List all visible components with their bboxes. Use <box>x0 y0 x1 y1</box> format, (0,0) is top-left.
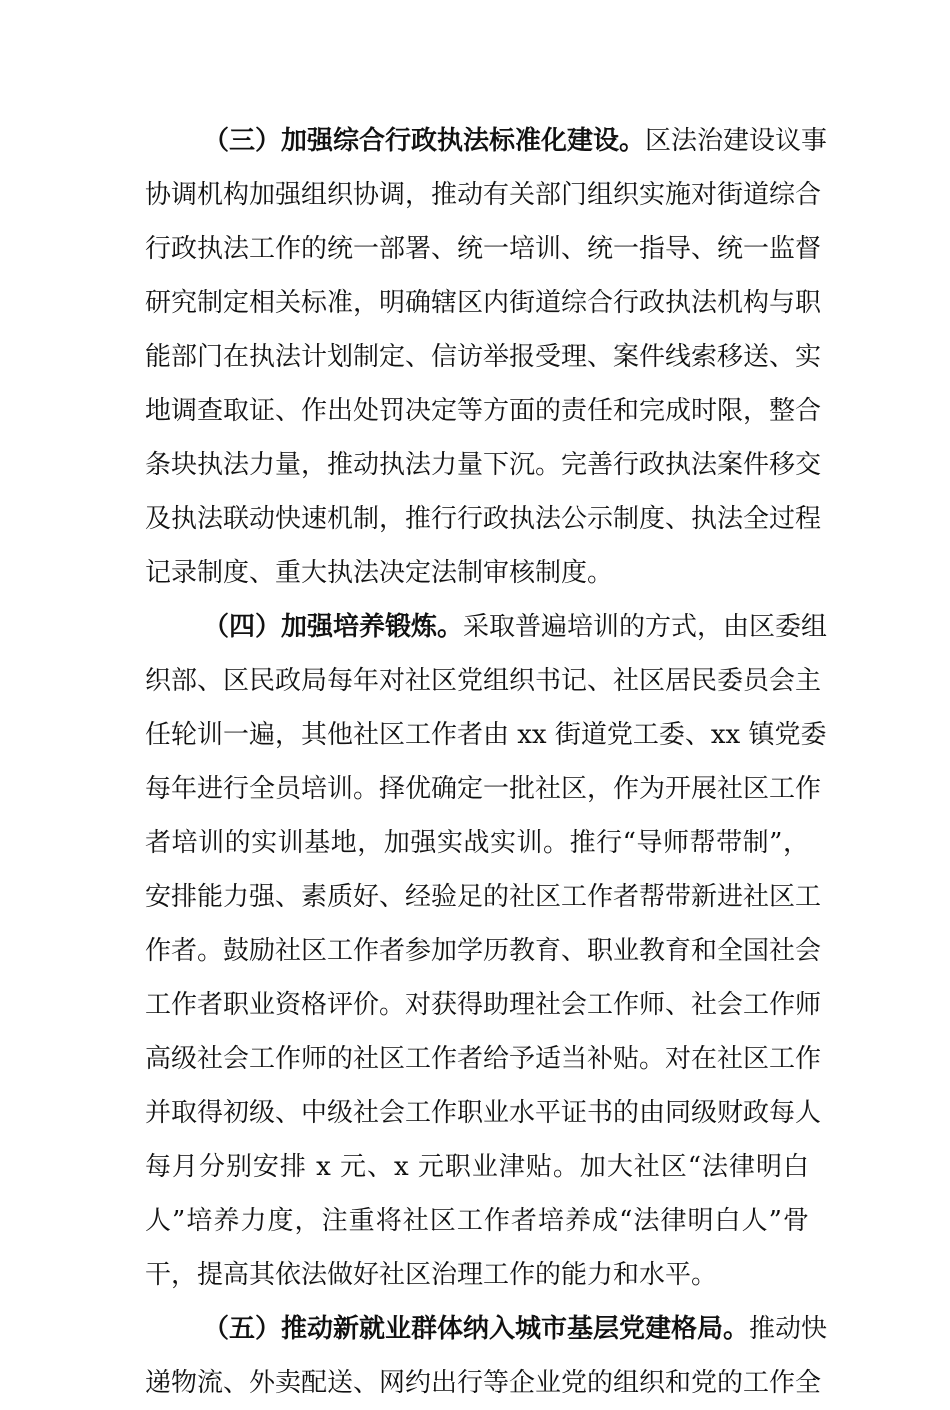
paragraph-4-line-8: 工作者职业资格评价。对获得助理社会工作师、社会工作师 <box>145 990 822 1020</box>
paragraph-3-line-6: 地调查取证、作出处罚决定等方面的责任和完成时限，整合 <box>145 396 822 426</box>
paragraph-4-line-6: 安排能力强、素质好、经验足的社区工作者帮带新进社区工 <box>145 882 822 912</box>
paragraph-4-line-2: 织部、区民政局每年对社区党组织书记、社区居民委员会主 <box>145 666 822 696</box>
paragraph-4-line-12: 人”培养力度，注重将社区工作者培养成“法律明白人”骨 <box>145 1206 809 1236</box>
paragraph-4-line-10: 并取得初级、中级社会工作职业水平证书的由同级财政每人 <box>145 1098 822 1128</box>
paragraph-3-line-2: 协调机构加强组织协调，推动有关部门组织实施对街道综合 <box>145 180 822 210</box>
paragraph-4-line-3: 任轮训一遍，其他社区工作者由 xx 街道党工委、xx 镇党委 <box>145 720 827 750</box>
paragraph-5-text: 推动快 <box>749 1314 828 1344</box>
paragraph-3-line-8: 及执法联动快速机制，推行行政执法公示制度、执法全过程 <box>145 504 822 534</box>
paragraph-4-line-13: 干，提高其依法做好社区治理工作的能力和水平。 <box>145 1260 718 1290</box>
paragraph-3-line-9: 记录制度、重大执法决定法制审核制度。 <box>145 558 614 588</box>
paragraph-4-line-1 <box>145 600 828 654</box>
paragraph-3-line-1 <box>145 114 828 168</box>
paragraph-5-line-1 <box>145 1302 828 1356</box>
paragraph-4-text: 采取普遍培训的方式，由区委组 <box>463 612 828 642</box>
paragraph-3-text: 区法治建设议事 <box>645 126 828 156</box>
paragraph-3-line-5: 能部门在执法计划制定、信访举报受理、案件线索移送、实 <box>145 342 822 372</box>
paragraph-4-line-5: 者培训的实训基地，加强实战实训。推行“导师帮带制”， <box>145 828 809 858</box>
paragraph-3-line-4: 研究制定相关标准，明确辖区内街道综合行政执法机构与职 <box>145 288 822 318</box>
paragraph-4-line-7: 作者。鼓励社区工作者参加学历教育、职业教育和全国社会 <box>145 936 822 966</box>
paragraph-3-line-7: 条块执法力量，推动执法力量下沉。完善行政执法案件移交 <box>145 450 822 480</box>
paragraph-4-heading: （四）加强培养锻炼。 <box>203 612 464 642</box>
paragraph-3-line-3: 行政执法工作的统一部署、统一培训、统一指导、统一监督 <box>145 234 822 264</box>
paragraph-4-line-11: 每月分别安排 x 元、x 元职业津贴。加大社区“法律明白 <box>145 1152 809 1182</box>
paragraph-4-line-9: 高级社会工作师的社区工作者给予适当补贴。对在社区工作 <box>145 1044 822 1074</box>
paragraph-5-line-2: 递物流、外卖配送、网约出行等企业党的组织和党的工作全 <box>145 1368 822 1398</box>
paragraph-4-line-4: 每年进行全员培训。择优确定一批社区，作为开展社区工作 <box>145 774 822 804</box>
paragraph-5-heading: （五）推动新就业群体纳入城市基层党建格局。 <box>203 1314 750 1344</box>
paragraph-3-heading: （三）加强综合行政执法标准化建设。 <box>203 126 646 156</box>
